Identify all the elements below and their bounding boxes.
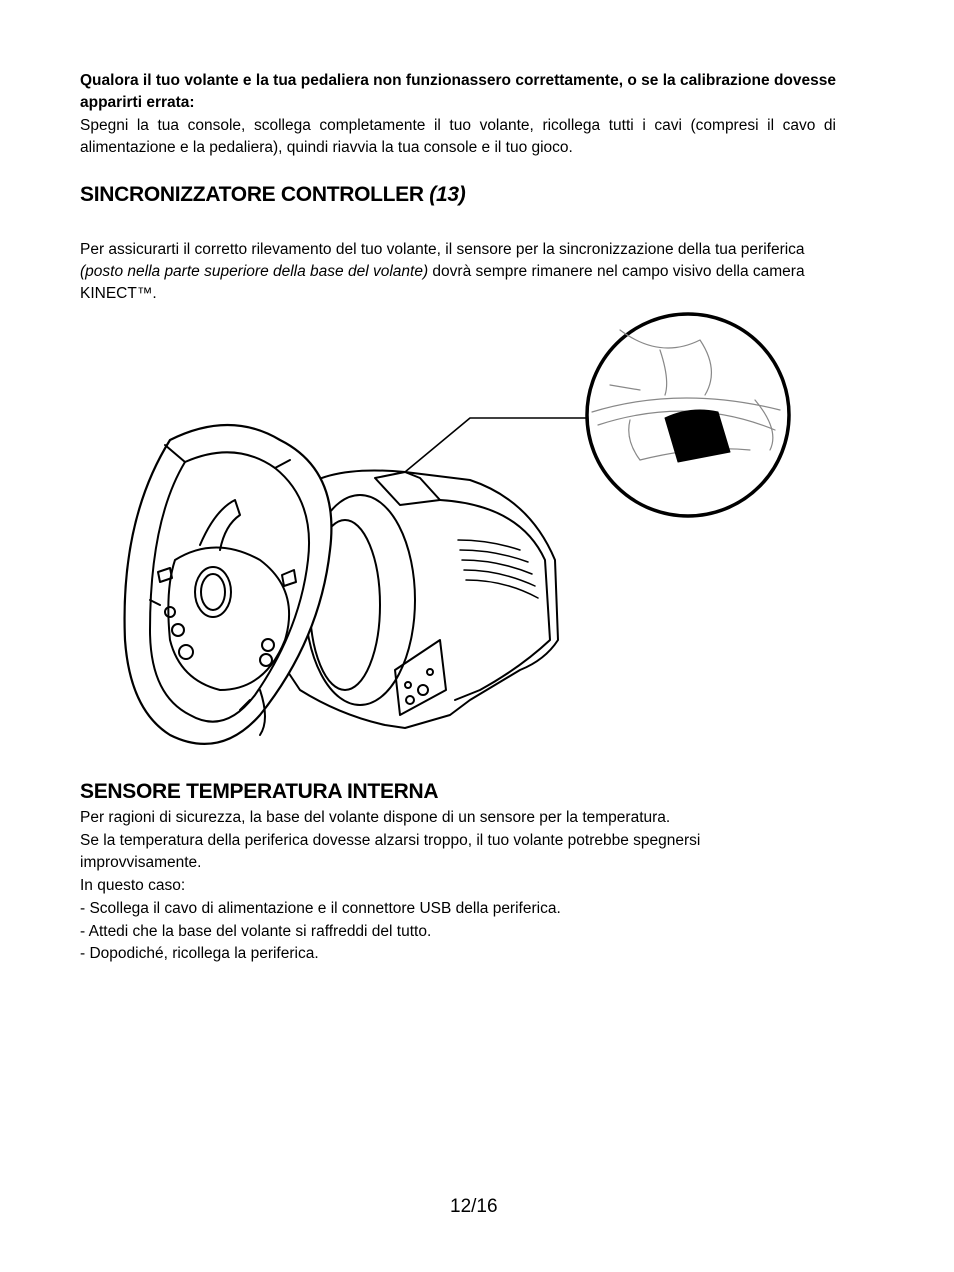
troubleshooting-answer: Spegni la tua console, scollega completamente il tuo volante, ricollega tutti i cavi (compresi il cavo di alimentazione e la pedaliera), quindi riavvia la tua console e il tuo gioco. [80,117,836,156]
temp-line: Per ragioni di sicurezza, la base del volante dispone di un sensore per la temperatura. [80,809,671,826]
temp-line: - Attedi che la base del volante si raffreddi del tutto. [80,922,432,940]
temp-line: - Dopodiché, ricollega la periferica. [80,945,319,963]
temp-line: - Scollega il cavo di alimentazione e il connettore USB della periferica. [80,899,561,917]
sync-section-title: SINCRONIZZATORE CONTROLLER (13) [80,183,466,206]
temp-section-text [80,807,760,966]
temp-line: Se la temperatura della periferica dovesse alzarsi troppo, il tuo volante potrebbe spegnersi improvvisamente. [80,831,701,872]
page-number: 12/16 [450,1196,498,1217]
troubleshooting-question: Qualora il tuo volante e la tua pedaliera non funzionassero correttamente, o se la calibrazione dovesse apparirti errata: [80,72,836,111]
temp-line: In questo caso: [80,877,186,895]
temp-section-title: SENSORE TEMPERATURA INTERNA [80,780,439,803]
sync-section-text: Per assicurarti il corretto rilevamento del tuo volante, il sensore per la sincronizzazione della tua periferica (posto nella parte superiore della base del volante) dovrà sempre rimanere nel campo visivo della camera KINECT™. [80,241,805,302]
